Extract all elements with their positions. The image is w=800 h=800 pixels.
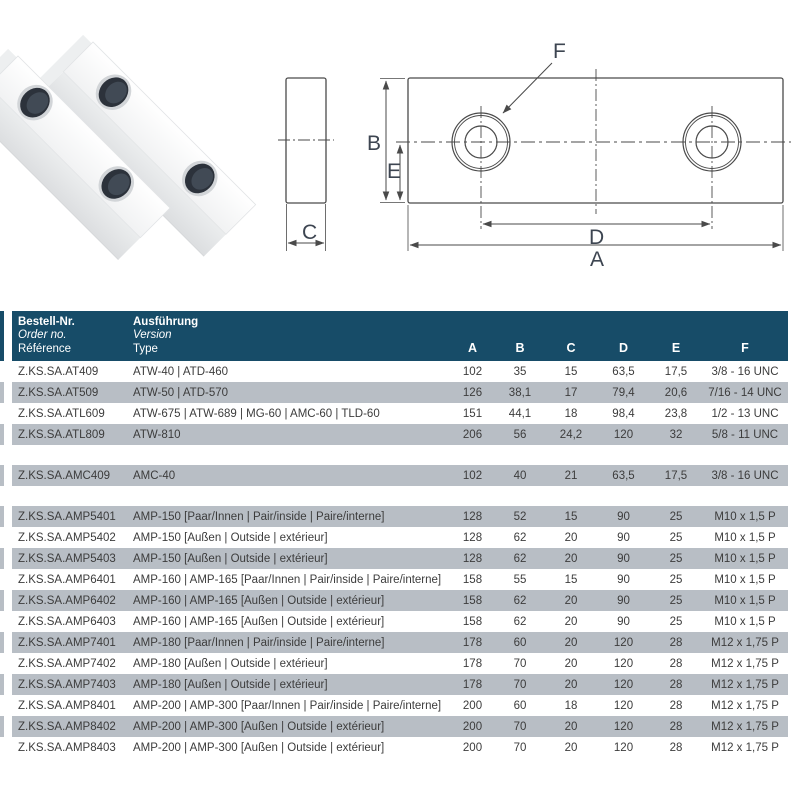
- header-order-fr: Référence: [18, 342, 72, 355]
- order-no-cell: Z.KS.SA.AMP7402: [18, 657, 116, 670]
- order-no-cell: Z.KS.SA.AMP8403: [18, 741, 116, 754]
- table-row: [0, 716, 788, 737]
- thread-cell: 1/2 - 13 UNC: [711, 407, 779, 420]
- dim-e-cell: 32: [669, 428, 683, 441]
- version-cell: AMP-150 [Außen | Outside | extérieur]: [133, 531, 328, 544]
- dim-b-cell: 70: [513, 678, 527, 691]
- front-view: [367, 40, 791, 271]
- version-cell: ATW-810: [133, 428, 181, 441]
- dim-e-cell: 28: [669, 657, 683, 670]
- dim-d-cell: 98,4: [612, 407, 635, 420]
- order-no-cell: Z.KS.SA.AMP8401: [18, 699, 116, 712]
- table-row: [0, 548, 788, 569]
- thread-cell: M10 x 1,5 P: [714, 510, 776, 523]
- header-dim-e: E: [671, 341, 681, 355]
- page-edge-gutter: [4, 311, 12, 758]
- thread-cell: M12 x 1,75 P: [711, 657, 779, 670]
- table-body: [0, 361, 788, 758]
- dim-d-cell: 120: [613, 678, 634, 691]
- header-version-en: Version: [133, 329, 172, 342]
- order-no-cell: Z.KS.SA.AT509: [18, 386, 99, 399]
- table-row: [0, 653, 788, 674]
- dim-a-cell: 128: [462, 552, 483, 565]
- dim-b-cell: 70: [513, 720, 527, 733]
- order-no-cell: Z.KS.SA.AMP5403: [18, 552, 116, 565]
- dim-b-cell: 60: [513, 699, 527, 712]
- dim-b-cell: 62: [513, 615, 527, 628]
- dim-c-cell: 18: [564, 699, 578, 712]
- dim-a-cell: 151: [462, 407, 483, 420]
- dim-e-cell: 25: [669, 615, 683, 628]
- dim-e-cell: 17,5: [664, 469, 688, 482]
- header-order-no: [0, 311, 133, 361]
- order-no-cell: Z.KS.SA.AMP6401: [18, 573, 116, 586]
- version-cell: AMP-200 | AMP-300 [Paar/Innen | Pair/inside | Paire/interne]: [133, 699, 442, 712]
- dim-c-cell: 15: [564, 573, 578, 586]
- dim-d-cell: 90: [617, 594, 630, 607]
- header-dim-a: A: [467, 341, 478, 355]
- version-cell: AMP-200 | AMP-300 [Außen | Outside | extérieur]: [133, 741, 385, 754]
- dim-d-cell: 90: [617, 615, 630, 628]
- dim-c-cell: 20: [564, 552, 578, 565]
- dim-d-cell: 90: [617, 573, 630, 586]
- dim-a-cell: 158: [462, 594, 483, 607]
- dim-d-cell: 120: [613, 428, 634, 441]
- version-cell: AMP-160 | AMP-165 [Paar/Innen | Pair/inside | Paire/interne]: [133, 573, 442, 586]
- order-no-cell: Z.KS.SA.AMP7403: [18, 678, 116, 691]
- header-dim-b: B: [515, 341, 525, 355]
- dim-e-cell: 28: [669, 699, 683, 712]
- table-row: [0, 465, 788, 486]
- header-order-en: Order no.: [18, 329, 67, 342]
- thread-cell: M12 x 1,75 P: [711, 720, 779, 733]
- front-view-outline: [408, 78, 783, 203]
- dim-e-cell: 25: [669, 594, 683, 607]
- version-cell: ATW-40 | ATD-460: [133, 365, 229, 378]
- dim-d-cell: 90: [617, 531, 630, 544]
- header-dim-d: D: [618, 341, 629, 355]
- dim-c-cell: 20: [564, 657, 578, 670]
- dim-c-cell: 15: [564, 365, 578, 378]
- dim-d-cell: 120: [613, 720, 634, 733]
- dim-d-cell: 63,5: [612, 365, 635, 378]
- technical-drawing-area: [0, 0, 800, 300]
- dim-e-cell: 23,8: [664, 407, 688, 420]
- side-view-outline: [286, 78, 326, 203]
- dim-c-cell: 20: [564, 636, 578, 649]
- thread-cell: M12 x 1,75 P: [711, 678, 779, 691]
- order-no-cell: Z.KS.SA.AMP6402: [18, 594, 116, 607]
- dim-c-cell: 18: [564, 407, 578, 420]
- header-version: [133, 311, 450, 361]
- table-row: [0, 403, 788, 424]
- dim-c-cell: 24,2: [559, 428, 583, 441]
- order-no-cell: Z.KS.SA.AMP5401: [18, 510, 116, 523]
- dim-label-d: D: [589, 226, 605, 249]
- dim-d-cell: 90: [617, 552, 630, 565]
- thread-cell: 7/16 - 14 UNC: [708, 386, 782, 399]
- order-no-cell: Z.KS.SA.AMP8402: [18, 720, 116, 733]
- table-row: [0, 424, 788, 445]
- table-row: [0, 361, 788, 382]
- dim-b-cell: 52: [513, 510, 527, 523]
- order-no-cell: Z.KS.SA.AMP5402: [18, 531, 116, 544]
- dim-a-cell: 178: [462, 657, 483, 670]
- table-group: [0, 361, 788, 445]
- dim-a-cell: 128: [462, 510, 483, 523]
- thread-cell: M10 x 1,5 P: [714, 573, 776, 586]
- table-row: [0, 737, 788, 758]
- thread-cell: M12 x 1,75 P: [711, 636, 779, 649]
- table-row: [0, 382, 788, 403]
- table-group: [0, 506, 788, 758]
- dim-b-cell: 62: [513, 552, 527, 565]
- thread-cell: M12 x 1,75 P: [711, 741, 779, 754]
- table-row: [0, 569, 788, 590]
- table-row: [0, 590, 788, 611]
- dim-d-cell: 63,5: [612, 469, 635, 482]
- version-cell: AMP-200 | AMP-300 [Außen | Outside | extérieur]: [133, 720, 385, 733]
- dim-d-cell: 79,4: [612, 386, 635, 399]
- order-no-cell: Z.KS.SA.ATL609: [18, 407, 105, 420]
- version-cell: AMC-40: [133, 469, 176, 482]
- dim-d-cell: 120: [613, 636, 634, 649]
- dim-e-cell: 25: [669, 573, 683, 586]
- dim-c-cell: 20: [564, 720, 578, 733]
- dim-c-cell: 15: [564, 510, 578, 523]
- dim-d-cell: 90: [617, 510, 630, 523]
- table-header: [0, 311, 788, 361]
- spec-table: [0, 311, 788, 758]
- dim-label-b: B: [367, 132, 382, 155]
- dim-label-f: F: [553, 40, 566, 63]
- table-row: [0, 674, 788, 695]
- header-version-de: Ausführung: [133, 316, 199, 328]
- table-row: [0, 632, 788, 653]
- header-dim-f: F: [741, 341, 749, 355]
- dim-a-cell: 178: [462, 678, 483, 691]
- dim-e-cell: 28: [669, 636, 683, 649]
- dim-b-cell: 70: [513, 741, 527, 754]
- dim-e-cell: 25: [669, 510, 683, 523]
- header-version-fr: Type: [133, 342, 158, 355]
- dim-b-cell: 44,1: [508, 407, 532, 420]
- dim-c-cell: 20: [564, 741, 578, 754]
- dim-label-e: E: [387, 160, 402, 183]
- version-cell: AMP-180 [Paar/Innen | Pair/inside | Paire/interne]: [133, 636, 385, 649]
- table-group: [0, 465, 788, 486]
- side-view: [278, 78, 334, 251]
- dim-a-cell: 206: [462, 428, 483, 441]
- dim-b-cell: 70: [513, 657, 527, 670]
- order-no-cell: Z.KS.SA.ATL809: [18, 428, 105, 441]
- thread-cell: 5/8 - 11 UNC: [711, 428, 779, 441]
- dim-label-a: A: [590, 248, 605, 271]
- dim-b-cell: 38,1: [508, 386, 532, 399]
- thread-cell: 3/8 - 16 UNC: [711, 365, 779, 378]
- dim-b-cell: 35: [513, 365, 527, 378]
- dim-label-c: C: [302, 221, 318, 244]
- dim-a-cell: 126: [462, 386, 483, 399]
- dim-b-cell: 55: [513, 573, 527, 586]
- dim-e-cell: 28: [669, 741, 683, 754]
- thread-cell: M10 x 1,5 P: [714, 594, 776, 607]
- dim-b-cell: 62: [513, 594, 527, 607]
- dim-c-cell: 20: [564, 531, 578, 544]
- dim-e-cell: 25: [669, 531, 683, 544]
- dim-c-cell: 20: [564, 594, 578, 607]
- dim-c-cell: 17: [564, 386, 578, 399]
- dim-b-cell: 56: [513, 428, 527, 441]
- dim-d-cell: 120: [613, 741, 634, 754]
- dim-a-cell: 200: [462, 741, 483, 754]
- version-cell: AMP-160 | AMP-165 [Außen | Outside | extérieur]: [133, 594, 385, 607]
- dim-c-cell: 21: [564, 469, 578, 482]
- order-no-cell: Z.KS.SA.AMC409: [18, 469, 111, 482]
- thread-cell: M10 x 1,5 P: [714, 615, 776, 628]
- dim-a-cell: 102: [462, 365, 483, 378]
- thread-cell: M10 x 1,5 P: [714, 552, 776, 565]
- thread-cell: M12 x 1,75 P: [711, 699, 779, 712]
- dim-b-cell: 40: [513, 469, 527, 482]
- dim-e-cell: 20,6: [664, 386, 688, 399]
- dim-d-cell: 120: [613, 699, 634, 712]
- order-no-cell: Z.KS.SA.AMP7401: [18, 636, 116, 649]
- version-cell: AMP-150 [Paar/Innen | Pair/inside | Paire/interne]: [133, 510, 385, 523]
- dim-a-cell: 200: [462, 720, 483, 733]
- dim-e-cell: 28: [669, 678, 683, 691]
- dim-d-cell: 120: [613, 657, 634, 670]
- dim-c-cell: 20: [564, 615, 578, 628]
- dim-a-cell: 158: [462, 615, 483, 628]
- version-cell: AMP-160 | AMP-165 [Außen | Outside | extérieur]: [133, 615, 385, 628]
- table-row: [0, 527, 788, 548]
- thread-cell: M10 x 1,5 P: [714, 531, 776, 544]
- dim-a-cell: 158: [462, 573, 483, 586]
- header-dim-c: C: [566, 341, 576, 355]
- dim-b-cell: 60: [513, 636, 527, 649]
- order-no-cell: Z.KS.SA.AMP6403: [18, 615, 116, 628]
- version-cell: AMP-180 [Außen | Outside | extérieur]: [133, 678, 328, 691]
- dim-a-cell: 178: [462, 636, 483, 649]
- leader-line-f: [503, 63, 552, 113]
- version-cell: AMP-150 [Außen | Outside | extérieur]: [133, 552, 328, 565]
- version-cell: AMP-180 [Außen | Outside | extérieur]: [133, 657, 328, 670]
- header-order-de: Bestell-Nr.: [18, 316, 75, 328]
- dim-a-cell: 102: [462, 469, 483, 482]
- product-photo: [0, 34, 256, 261]
- dim-b-cell: 62: [513, 531, 527, 544]
- dim-e-cell: 28: [669, 720, 683, 733]
- table-row: [0, 611, 788, 632]
- dim-a-cell: 200: [462, 699, 483, 712]
- version-cell: ATW-675 | ATW-689 | MG-60 | AMC-60 | TLD-60: [133, 407, 380, 420]
- thread-cell: 3/8 - 16 UNC: [711, 469, 779, 482]
- order-no-cell: Z.KS.SA.AT409: [18, 365, 99, 378]
- dim-c-cell: 20: [564, 678, 578, 691]
- dim-a-cell: 128: [462, 531, 483, 544]
- dim-e-cell: 25: [669, 552, 683, 565]
- dim-e-cell: 17,5: [664, 365, 688, 378]
- version-cell: ATW-50 | ATD-570: [133, 386, 229, 399]
- table-row: [0, 695, 788, 716]
- table-row: [0, 506, 788, 527]
